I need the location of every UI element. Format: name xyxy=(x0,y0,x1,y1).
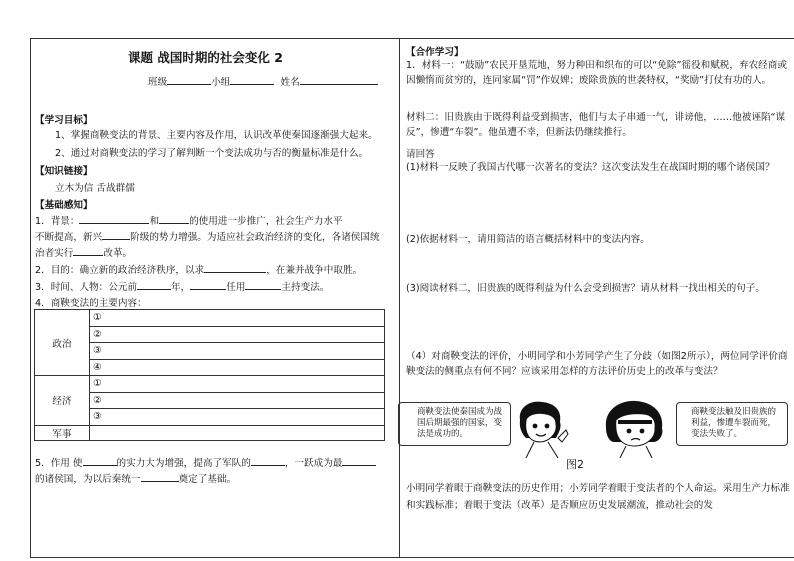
reference-answer: 小明同学着眼于商鞅变法的历史作用；小芳同学着眼于变法者的个人命运。采用生产力标准和实践标准；着眼于变法（改革）是否顺应历史发展潮流，推动社会的发 xyxy=(406,483,790,511)
basic-header: 【基础感知】 xyxy=(35,200,93,211)
page-title: 课题 战国时期的社会变化 2 xyxy=(128,50,283,65)
economy-item-3[interactable]: ③ xyxy=(90,409,385,426)
effect-line-1 xyxy=(35,455,376,469)
table-row xyxy=(35,376,385,393)
effect-text-b: 的实力大为增强，提高了军队的 xyxy=(116,458,251,469)
purpose-blank[interactable] xyxy=(204,262,266,273)
material-1: 1．材料一：“鼓励”农民开垦荒地，努力种田和织布的可以“免除”徭役和赋税，弃农经商或因懒惰而贫穷的，连同家属“罚”作奴婢；废除贵族的世袭特权，“奖励”打仗有功的人。 xyxy=(406,60,787,86)
time-text-a: 3．时间、人物：公元前 xyxy=(35,282,138,293)
cartoon-speech-right xyxy=(676,402,788,446)
class-label: 班级 xyxy=(148,77,168,88)
time-text-d: 主持变法。 xyxy=(281,282,330,293)
purpose-line xyxy=(35,262,362,276)
student-info-line xyxy=(148,74,378,88)
background-line-3 xyxy=(35,245,132,259)
table-row xyxy=(35,310,385,327)
politics-label: 政治 xyxy=(35,310,90,376)
effect-text-c: ，一跃成为最 xyxy=(284,458,343,469)
politics-item-4[interactable]: ④ xyxy=(90,359,385,376)
answer-prompt: 请回答 xyxy=(406,149,435,160)
economy-label: 经济 xyxy=(35,376,90,426)
bg-text-c: 的使用进一步推广，社会生产力水平 xyxy=(189,216,343,227)
cartoon-speech-left xyxy=(398,402,511,446)
table-row xyxy=(35,425,385,440)
figure-label: 图2 xyxy=(566,458,584,471)
military-label: 军事 xyxy=(35,425,90,440)
effect-line-2 xyxy=(35,471,236,485)
time-text-b: 年， xyxy=(171,282,191,293)
military-item[interactable] xyxy=(90,425,385,440)
background-line-2 xyxy=(35,229,380,243)
bg-blank-2[interactable] xyxy=(159,213,189,224)
cartoon-right-text: 商鞅变法触及旧贵族的利益，惨遭车裂而死，变法失败了。 xyxy=(691,407,777,439)
time-text-c: 任用 xyxy=(226,282,246,293)
bg-text-e: 阶级的势力增强。为适应社会政治经济的变化，各诸侯国统 xyxy=(130,232,380,243)
column-divider xyxy=(399,38,400,558)
economy-item-1[interactable]: ① xyxy=(90,376,385,393)
reformer-blank[interactable] xyxy=(245,279,281,290)
ruler-blank[interactable] xyxy=(190,279,226,290)
politics-item-2[interactable]: ② xyxy=(90,326,385,343)
effect-blank-3[interactable] xyxy=(342,455,376,466)
effect-text-d: 的诸侯国，为以后秦统一 xyxy=(35,474,141,485)
xiaoming-figure-icon xyxy=(512,398,570,458)
effect-blank-4[interactable] xyxy=(141,471,179,482)
effect-blank-1[interactable] xyxy=(83,455,117,466)
cartoon-left-text: 商鞅变法使秦国成为战国后期最强的国家，变法是成功的。 xyxy=(417,407,503,439)
question-1: (1)材料一反映了我国古代哪一次著名的变法？这次变法发生在战国时期的哪个诸侯国？ xyxy=(406,162,775,173)
time-line xyxy=(35,279,329,293)
politics-item-3[interactable]: ③ xyxy=(90,343,385,360)
bg-blank-4[interactable] xyxy=(73,245,103,256)
purpose-text-b: ，在兼并战争中取胜。 xyxy=(266,265,363,276)
group-blank[interactable] xyxy=(230,74,274,85)
class-blank[interactable] xyxy=(167,74,211,85)
bg-text-b: 和 xyxy=(149,216,160,227)
politics-item-1[interactable]: ① xyxy=(90,310,385,327)
goals-header: 【学习目标】 xyxy=(35,115,93,126)
reform-content-table xyxy=(34,309,385,441)
bg-blank-3[interactable] xyxy=(102,229,130,240)
economy-item-2[interactable]: ② xyxy=(90,392,385,409)
effect-text-a: 5．作用 使 xyxy=(35,458,83,469)
bg-text-a: 1．背景： xyxy=(35,216,80,227)
question-2: (2)依据材料一，请用简洁的语言概括材料中的变法内容。 xyxy=(406,234,650,245)
coop-header: 【合作学习】 xyxy=(406,47,464,58)
name-blank[interactable] xyxy=(300,74,378,85)
question-3: (3)阅读材料二，旧贵族的既得利益为什么会受到损害？请从材料一找出相关的句子。 xyxy=(406,283,765,294)
bg-text-g: 改革。 xyxy=(103,248,133,259)
question-4: （4）对商鞅变法的评价，小明同学和小芳同学产生了分歧（如图2所示），两位同学评价商鞅变法的侧重点有何不同？应该采用怎样的方法评价历史上的改革与变法？ xyxy=(406,351,788,377)
goal-1: 1、掌握商鞅变法的背景、主要内容及作用，认识改革使秦国逐渐强大起来。 xyxy=(55,130,378,141)
content-label: 4．商鞅变法的主要内容： xyxy=(35,298,147,309)
goal-2: 2、通过对商鞅变法的学习了解判断一个变法成功与否的衡量标准是什么。 xyxy=(55,148,369,159)
xiaofang-figure-icon xyxy=(600,398,670,458)
bg-text-d: 不断提高，新兴 xyxy=(35,232,103,243)
background-line-1 xyxy=(35,213,343,227)
link-text: 立木为信 舌战群儒 xyxy=(55,183,135,194)
link-header: 【知识链接】 xyxy=(35,166,93,177)
year-blank[interactable] xyxy=(137,279,171,290)
effect-text-e: 奠定了基础。 xyxy=(178,474,237,485)
name-label: 姓名 xyxy=(280,77,300,88)
material-2: 材料二：旧贵族由于既得利益受到损害，他们与太子串通一气，诽谤他，……他被诬陷“谋反”，惨遭“车裂”。他虽遭不幸，但新法仍继续推行。 xyxy=(406,112,786,138)
bg-text-f: 治者实行 xyxy=(35,248,74,259)
group-label: 小组 xyxy=(211,77,231,88)
effect-blank-2[interactable] xyxy=(251,455,285,466)
bg-blank-1[interactable] xyxy=(79,213,149,224)
purpose-text-a: 2．目的：确立新的政治经济秩序，以求 xyxy=(35,265,205,276)
